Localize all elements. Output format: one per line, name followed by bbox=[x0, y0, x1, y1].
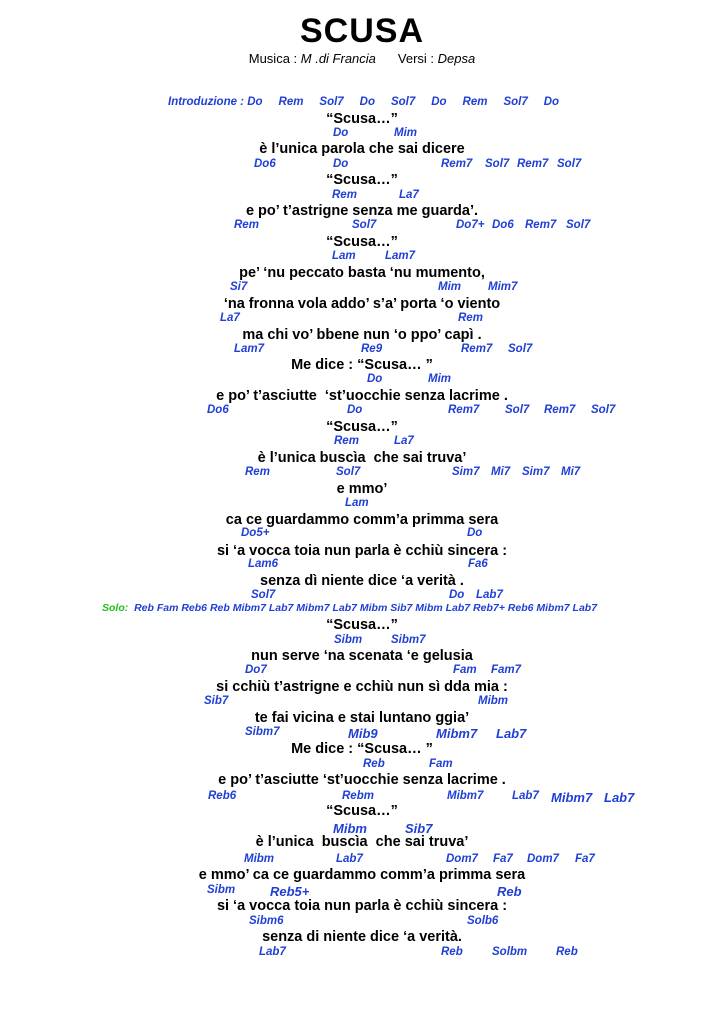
chord-label: Lab7 bbox=[336, 853, 363, 865]
lyric-line: è l’unica buscìa che sai truva’ bbox=[257, 450, 467, 466]
solo-chords: Reb Fam Reb6 Reb Mibm7 Lab7 Mibm7 Lab7 Mibm Sib7 Mibm Lab7 Reb7+ Reb6 Mibm7 Lab7 bbox=[128, 602, 598, 614]
lyric-line: è l’unica parola che sai dicere bbox=[259, 141, 465, 157]
intro-chords: Introduzione : Do Rem Sol7 Do Sol7 Do Rem Sol7 Do bbox=[168, 96, 560, 108]
song-title: SCUSA bbox=[299, 12, 425, 50]
chord-label: Rem7 bbox=[517, 158, 549, 170]
chord-label: La7 bbox=[220, 312, 240, 324]
chord-label: Do bbox=[367, 373, 383, 385]
lyric-line: “Scusa…” bbox=[326, 419, 398, 435]
chord-label: Rem bbox=[458, 312, 483, 324]
chord-label: Do bbox=[449, 589, 465, 601]
chord-label: Rem bbox=[245, 466, 270, 478]
lyric-line: senza di niente dice ‘a verità. bbox=[262, 929, 462, 945]
chord-label: Rem bbox=[234, 219, 259, 231]
chord-label: Rem7 bbox=[525, 219, 557, 231]
chord-label: Lam7 bbox=[385, 250, 416, 262]
credits bbox=[0, 51, 724, 66]
lyric-line: “Scusa…” bbox=[326, 172, 398, 188]
chord-label: Do bbox=[333, 127, 349, 139]
chord-label: Solbm bbox=[492, 946, 528, 958]
chord-label: Lab7 bbox=[512, 790, 539, 802]
chord-label: Mi7 bbox=[561, 466, 581, 478]
chord-label: Fa6 bbox=[468, 558, 488, 570]
lyric-line: “Scusa…” bbox=[326, 234, 398, 250]
chord-label: Mi7 bbox=[491, 466, 511, 478]
chord-label: Dom7 bbox=[446, 853, 478, 865]
chord-label: Mibm7 bbox=[447, 790, 484, 802]
chord-label: Sib7 bbox=[204, 695, 229, 707]
chord-label: Sol7 bbox=[505, 404, 530, 416]
chord-label: Mibm7 bbox=[436, 726, 478, 741]
lyric-line: “Scusa…” bbox=[326, 111, 398, 127]
chord-label: Lam bbox=[345, 497, 369, 509]
chord-label: Do bbox=[467, 527, 483, 539]
lyric-line: e po’ t’astrigne senza me guarda’. bbox=[245, 203, 479, 219]
chord-label: Re9 bbox=[361, 343, 383, 355]
lyric-line: Me dice : “Scusa… ” bbox=[291, 741, 433, 757]
chord-label: Mib9 bbox=[348, 726, 378, 741]
lyric-line: “Scusa…” bbox=[326, 803, 398, 819]
lyric-line: te fai vicina e stai luntano ggia’ bbox=[254, 710, 470, 726]
lyrics-label: Versi : bbox=[397, 51, 438, 66]
lyric-line: si ‘a vocca toia nun parla è cchiù sincera : bbox=[216, 543, 508, 559]
lyric-line: nun serve ‘na scenata ‘e gelusia bbox=[251, 648, 473, 664]
music-label: Musica : bbox=[248, 51, 301, 66]
chord-label: Reb6 bbox=[208, 790, 237, 802]
chord-label: Do6 bbox=[254, 158, 276, 170]
chord-label: Sol7 bbox=[485, 158, 510, 170]
chord-label: Do7 bbox=[245, 664, 267, 676]
chord-label: Rem bbox=[334, 435, 359, 447]
chord-label: Do6 bbox=[207, 404, 229, 416]
chord-label: Fam bbox=[429, 758, 453, 770]
chord-label: Reb5+ bbox=[270, 884, 310, 899]
chord-label: Sim7 bbox=[522, 466, 550, 478]
chord-label: Sim7 bbox=[452, 466, 480, 478]
chord-label: Fam7 bbox=[491, 664, 522, 676]
chord-label: Mim bbox=[394, 127, 417, 139]
chord-label: Do6 bbox=[492, 219, 514, 231]
lyric-line: “Scusa…” bbox=[326, 617, 398, 633]
chord-label: Sol7 bbox=[352, 219, 377, 231]
lyric-line: ma chi vo’ bbene nun ‘o ppo’ capì . bbox=[242, 327, 482, 343]
chord-label: Mim7 bbox=[488, 281, 518, 293]
chord-label: Mibm bbox=[478, 695, 509, 707]
chord-label: Sol7 bbox=[566, 219, 591, 231]
chord-label: Rem7 bbox=[544, 404, 576, 416]
chord-label: Sol7 bbox=[508, 343, 533, 355]
chord-label: Sibm7 bbox=[245, 726, 280, 738]
lyric-line: è l’unica buscìa che sai truva’ bbox=[255, 834, 469, 850]
chord-label: Sibm bbox=[334, 634, 363, 646]
chord-label: Do5+ bbox=[241, 527, 270, 539]
chord-label: Rem bbox=[332, 189, 357, 201]
chord-label: Reb bbox=[556, 946, 578, 958]
chord-label: Lab7 bbox=[496, 726, 527, 741]
chord-label: Rem7 bbox=[441, 158, 473, 170]
chord-label: Mim bbox=[428, 373, 451, 385]
music-author: M .di Francia bbox=[300, 51, 376, 66]
chord-label: Sib7 bbox=[405, 821, 433, 836]
chord-label: Mim bbox=[438, 281, 461, 293]
chord-label: Lam7 bbox=[234, 343, 265, 355]
chord-label: Fa7 bbox=[493, 853, 513, 865]
chord-label: Sol7 bbox=[557, 158, 582, 170]
chord-label: Sibm bbox=[207, 884, 236, 896]
chord-label: Sibm6 bbox=[249, 915, 284, 927]
chord-label: Lab7 bbox=[604, 790, 635, 805]
chord-label: Sol7 bbox=[591, 404, 616, 416]
lyric-line: Me dice : “Scusa… ” bbox=[291, 357, 433, 373]
lyric-line: senza dì niente dice ‘a verità . bbox=[260, 573, 464, 589]
lyric-line: e mmo’ ca ce guardammo comm’a primma sera bbox=[198, 867, 526, 883]
chord-label: Dom7 bbox=[527, 853, 559, 865]
chord-label: Rebm bbox=[342, 790, 374, 802]
chord-label: Solb6 bbox=[467, 915, 499, 927]
chord-label: Reb bbox=[497, 884, 522, 899]
chord-label: Lab7 bbox=[476, 589, 503, 601]
chord-label: Do7+ bbox=[456, 219, 485, 231]
lyric-line: e po’ t’asciutte ‘st’uocchie senza lacrime . bbox=[216, 388, 508, 404]
chord-label: Si7 bbox=[230, 281, 248, 293]
chord-label: Lab7 bbox=[259, 946, 286, 958]
lyric-line: si ‘a vocca toia nun parla è cchiù sincera : bbox=[216, 898, 508, 914]
lyric-line: ‘na fronna vola addo’ s’a’ porta ‘o viento bbox=[223, 296, 501, 312]
chord-label: Fam bbox=[453, 664, 477, 676]
chord-label: Sol7 bbox=[336, 466, 361, 478]
chord-label: Lam bbox=[332, 250, 356, 262]
chord-label: Reb bbox=[363, 758, 385, 770]
lyric-line: pe’ ‘nu peccato basta ‘nu mumento, bbox=[239, 265, 485, 281]
chord-label: La7 bbox=[394, 435, 414, 447]
chord-label: Mibm bbox=[333, 821, 367, 836]
lyric-line: e mmo’ bbox=[336, 481, 388, 497]
chord-label: Lam6 bbox=[248, 558, 279, 570]
chord-label: Sol7 bbox=[251, 589, 276, 601]
lyrics-author: Depsa bbox=[437, 51, 476, 66]
solo-label: Solo: bbox=[102, 602, 129, 614]
chord-label: Do bbox=[333, 158, 349, 170]
chord-label: Do bbox=[347, 404, 363, 416]
solo-line bbox=[102, 602, 597, 614]
lyric-line: e po’ t’asciutte ‘st’uocchie senza lacrime . bbox=[218, 772, 506, 788]
chord-label: Fa7 bbox=[575, 853, 595, 865]
chord-label: La7 bbox=[399, 189, 419, 201]
chord-label: Mibm7 bbox=[551, 790, 593, 805]
chord-label: Rem7 bbox=[448, 404, 480, 416]
lyric-line: ca ce guardammo comm’a primma sera bbox=[225, 512, 499, 528]
chord-label: Reb bbox=[441, 946, 463, 958]
chord-label: Mibm bbox=[244, 853, 275, 865]
chord-label: Rem7 bbox=[461, 343, 493, 355]
chord-label: Sibm7 bbox=[391, 634, 426, 646]
lyric-line: si cchiù t’astrigne e cchiù nun sì dda mia : bbox=[216, 679, 508, 695]
